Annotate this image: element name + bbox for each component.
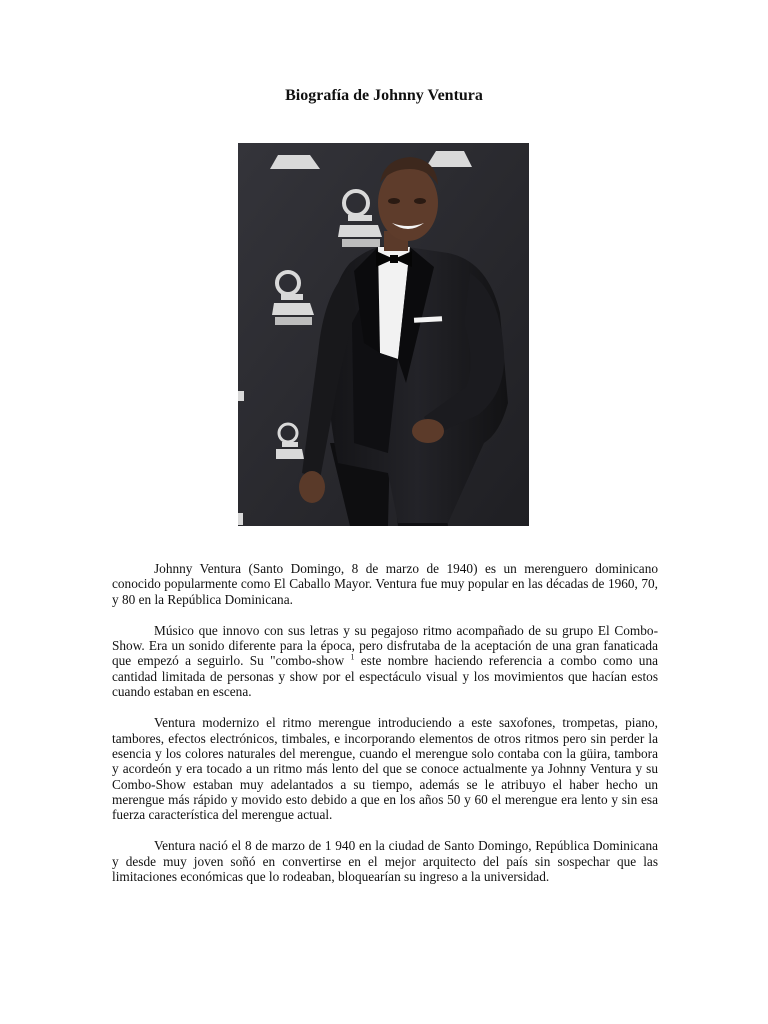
paragraph-intro: Johnny Ventura (Santo Domingo, 8 de marzo de 1940) es un merenguero dominicano conocido popularmente como El Caballo Mayor. Ventura fue muy popular en las décadas de 1960, 70, y 80 en la República Dominicana. (112, 561, 658, 607)
paragraph-combo-show (112, 623, 658, 699)
biography-body (112, 561, 658, 884)
document-title: Biografía de Johnny Ventura (285, 87, 483, 104)
paragraph-modernization: Ventura modernizo el ritmo merengue introduciendo a este saxofones, trompetas, piano, tambores, efectos electrónicos, timbales, e incorporando elementos de otros ritmos pero sin perder la esencia y los colores naturales del merengue, cuando el merengue solo contaba con la güira, tambora y acordeón y era tocado a un ritmo más lento del que se conoce actualmente ya Johnny Ventura y su Combo-Show estaban muy adelantados a su tiempo, además se le atribuyo el haber hecho un merengue más rápido y movido esto debido a que en los años 50 y 60 el merengue era lento y sin esa fuerza característica del merengue actual. (112, 715, 658, 823)
footnote-marker[interactable]: 1 (350, 653, 355, 663)
paragraph-birth: Ventura nació el 8 de marzo de 1 940 en la ciudad de Santo Domingo, República Dominicana y desde muy joven soñó en convertirse en el mejor arquitecto del país sin sospechar que las limitaciones económicas que lo rodeaban, bloquearían su ingreso a la universidad. (112, 838, 658, 885)
paragraph-combo-show-text-after: este nombre haciendo referencia a combo como una cantidad limitada de personas y show por el espectáculo visual y los movimientos que hacían estos cuando estaban en escena. (112, 653, 658, 700)
portrait-photo (238, 143, 529, 526)
portrait-illustration (238, 143, 529, 526)
paragraph-combo-show-text: Músico que innovo con sus letras y su pegajoso ritmo acompañado de su grupo El Combo-Show. Era un sonido diferente para la época, pero disfrutaba de la aceptación de una gran fanaticada que empezó a seguirlo. Su "combo-show (112, 622, 658, 669)
